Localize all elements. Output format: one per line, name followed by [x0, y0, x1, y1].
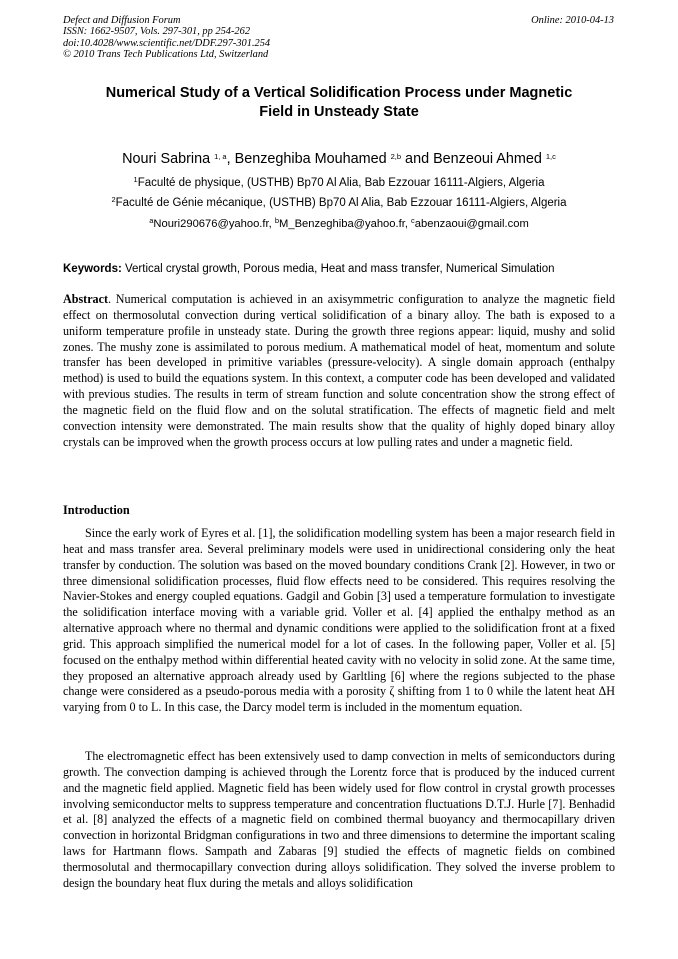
abstract-label: Abstract — [63, 292, 109, 306]
author-3-name: and Benzeoui Ahmed — [401, 151, 542, 167]
author-emails — [63, 217, 615, 231]
affiliation-2-sup: 2 — [111, 195, 116, 204]
author-3-sup: 1,c — [545, 152, 556, 161]
author-2-name: , Benzeghiba Mouhamed — [226, 151, 387, 167]
abstract-paragraph — [63, 292, 615, 450]
introduction-paragraph-2: The electromagnetic effect has been extensively used to damp convection in melts of semiconductors during growth. The convection damping is achieved through the Lorentz force that is produced by the induced current and the magnetic field applied. Magnetic field has been widely used for flow control in crystal growth processes involving semiconductor melts to suppress temperature and concentration fluctuations D.T.J. Hurle [7]. Benhadid et al. [8] analyzed the effects of a magnetic field on combined thermal buoyancy and thermocapillary driven convection in horizontal Bridgman configurations in two and three dimensions to determine the important scaling laws for Hartmann flows. Sampath and Zabaras [9] studied the effects of magnetic fields on combined thermosolutal and thermocapillary convection during alloys solidification. They solved the inverse problem to design the boundary heat flux during the metals and alloys solidification — [63, 749, 615, 890]
doi-line: doi:10.4028/www.scientific.net/DDF.297-301.254 — [63, 37, 271, 49]
email-b-sup: b — [274, 216, 280, 225]
introduction-heading: Introduction — [63, 503, 130, 517]
paper-title — [63, 84, 615, 122]
email-c-sup: c — [411, 216, 415, 225]
title-line-1: Numerical Study of a Vertical Solidification Process under Magnetic — [105, 85, 573, 101]
online-date: Online: 2010-04-13 — [531, 15, 614, 26]
journal-name: Defect and Diffusion Forum — [63, 15, 181, 26]
abstract-text: . Numerical computation is achieved in an axisymmetric configuration to analyze the magnetic field effect on thermosolutal convection during vertical solidification of a binary alloy. The bath is exposed to a uniform temperature profile in unsteady state. During the growth three regions appear: liquid, mushy and solid zones. The mushy zone is assimilated to porous medium. A mathematical model of heat, momentum and solute transfer has been developed in primitive variables (pressure-velocity). A single domain approach (enthalpy method) is used to build the equations system. In this context, a computer code has been developed and validated with previous studies. The results in term of stream function and solute concentration show the strong effect of the magnetic field on the fluid flow and on the solutal stratification. The effects of magnetic field and melt convection intensity were demonstrated. The main results show that the quality of highly doped binary alloy crystals can be improved when the growth process occurs at low pulling rates and under a magnetic field. — [63, 292, 615, 449]
keywords-label: Keywords: — [63, 263, 122, 275]
author-1-name: Nouri Sabrina — [122, 151, 211, 167]
email-c[interactable]: abenzaoui@gmail.com — [414, 218, 529, 230]
issn-line: ISSN: 1662-9507, Vols. 297-301, pp 254-262 — [63, 26, 251, 38]
copyright-line: © 2010 Trans Tech Publications Ltd, Switzerland — [63, 49, 269, 61]
author-list — [63, 150, 615, 168]
journal-info — [63, 15, 270, 61]
email-b[interactable]: M_Benzeghiba@yahoo.fr, — [279, 218, 412, 230]
keywords-text: Vertical crystal growth, Porous media, Heat and mass transfer, Numerical Simulation — [121, 263, 555, 275]
affiliation-1-sup: 1 — [133, 175, 138, 184]
author-1-sup: 1, a — [214, 152, 227, 161]
affiliation-2 — [63, 196, 615, 210]
introduction-paragraph-1: Since the early work of Eyres et al. [1], the solidification modelling system has been a major research field in heat and mass transfer area. Several preliminary models were used in unidirectional considering only the heat transfer by conduction. The solution was based on the moved boundary conditions Crank [2]. However, in two or three dimensional solidification processes, fluid flow effects need to be considered. This requires resolving the Navier-Stokes and energy coupled equations. Gadgil and Gobin [3] used a temperature formulation to investigate the solidification interface moving with a variable grid. Voller et al. [4] applied the enthalpy method as an alternative approach where no thermal and dynamic conditions were applied to the solidification front at a fixed grid. This approach simplified the numerical model for a lot of cases. In the following paper, Voller et al. [5] focused on the enthalpy method within differential heated cavity with no velocity in solid zone. At the same time, they proposed an alternative approach already used by Garltling [6] where the regions subjected to the phase change were considered as a pseudo-porous media with a porosity ζ shifting from 1 to 0 while the latent heat ΔH varying from 0 to L. In this case, the Darcy model term is included in the momentum equation. — [63, 526, 615, 715]
affiliation-1-text: Faculté de physique, (USTHB) Bp70 Al Alia, Bab Ezzouar 16111-Algiers, Algeria — [137, 177, 545, 189]
affiliation-2-text: Faculté de Génie mécanique, (USTHB) Bp70 Al Alia, Bab Ezzouar 16111-Algiers, Algeria — [115, 197, 567, 209]
keywords-line — [63, 262, 615, 276]
author-2-sup: 2,b — [390, 152, 402, 161]
email-a[interactable]: Nouri290676@yahoo.fr, — [153, 218, 275, 230]
title-line-2: Field in Unsteady State — [259, 104, 419, 120]
affiliation-1 — [63, 176, 615, 190]
email-a-sup: a — [149, 216, 154, 225]
